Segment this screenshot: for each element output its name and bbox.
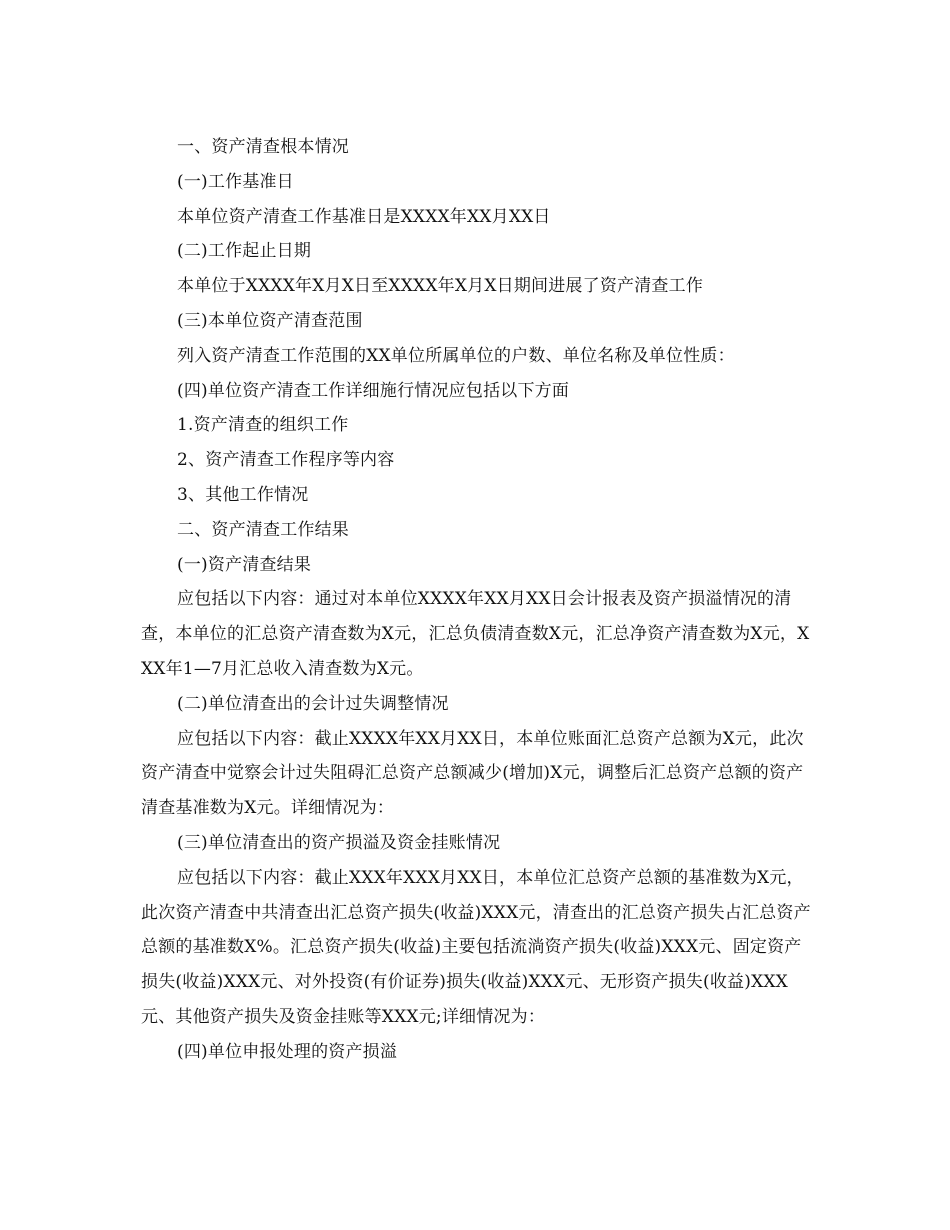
list-item-other-work: 3、其他工作情况	[177, 484, 309, 505]
subheading-asset-loss: (三)单位清查出的资产损溢及资金挂账情况	[177, 832, 501, 853]
paragraph-accounting-error: 应包括以下内容：截止XXXX年XX月XX日，本单位账面汇总资产总额为X元，此次资产清查中觉察会计过失阻碍汇总资产总额减少(增加)X元，调整后汇总资产总额的资产清查基准数为X元。详细情况为：	[141, 728, 804, 819]
subheading-reported-loss: (四)单位申报处理的资产损溢	[177, 1041, 398, 1062]
paragraph-inventory-result: 应包括以下内容：通过对本单位XXXX年XX月XX日会计报表及资产损溢情况的清查，本单位的汇总资产清查数为X元，汇总负债清查数X元，汇总净资产清查数为X元，XXX年1—7月汇总收入清查数为X元。	[141, 589, 810, 679]
paragraph-scope: 列入资产清查工作范围的XX单位所属单位的户数、单位名称及单位性质：	[177, 345, 735, 366]
list-item-organization: 1.资产清查的组织工作	[177, 415, 349, 436]
paragraph-asset-loss: 应包括以下内容：截止XXX年XXX月XX日，本单位汇总资产总额的基准数为X元，此次资产清查中共清查出汇总资产损失(收益)XXX元，清查出的汇总资产损失占汇总资产总额的基准数X%。汇总资产损失(收益)主要包括流淌资产损失(收益)XXX元、固定资产损失(收益)XXX元、对外投资(有价证券)损失(收益)XXX元、无形资产损失(收益)XXX元、其他资产损失及资金挂账等XXX元;详细情况为：	[141, 867, 811, 1027]
subheading-inventory-result: (一)资产清查结果	[177, 554, 312, 575]
heading-results: 二、资产清查工作结果	[177, 519, 349, 540]
subheading-implementation: (四)单位资产清查工作详细施行情况应包括以下方面	[177, 380, 570, 401]
paragraph-work-period: 本单位于XXXX年X月X日至XXXX年X月X日期间进展了资产清查工作	[177, 276, 704, 297]
paragraph-base-date: 本单位资产清查工作基准日是XXXX年XX月XX日	[177, 206, 551, 227]
heading-basic-situation: 一、资产清查根本情况	[177, 137, 349, 157]
list-item-procedure: 2、资产清查工作程序等内容	[177, 450, 395, 471]
subheading-work-period: (二)工作起止日期	[177, 241, 312, 262]
subheading-scope: (三)本单位资产清查范围	[177, 310, 363, 331]
subheading-base-date: (一)工作基准日	[177, 171, 294, 192]
subheading-accounting-error: (二)单位清查出的会计过失调整情况	[177, 693, 449, 714]
document-body	[141, 130, 813, 1070]
